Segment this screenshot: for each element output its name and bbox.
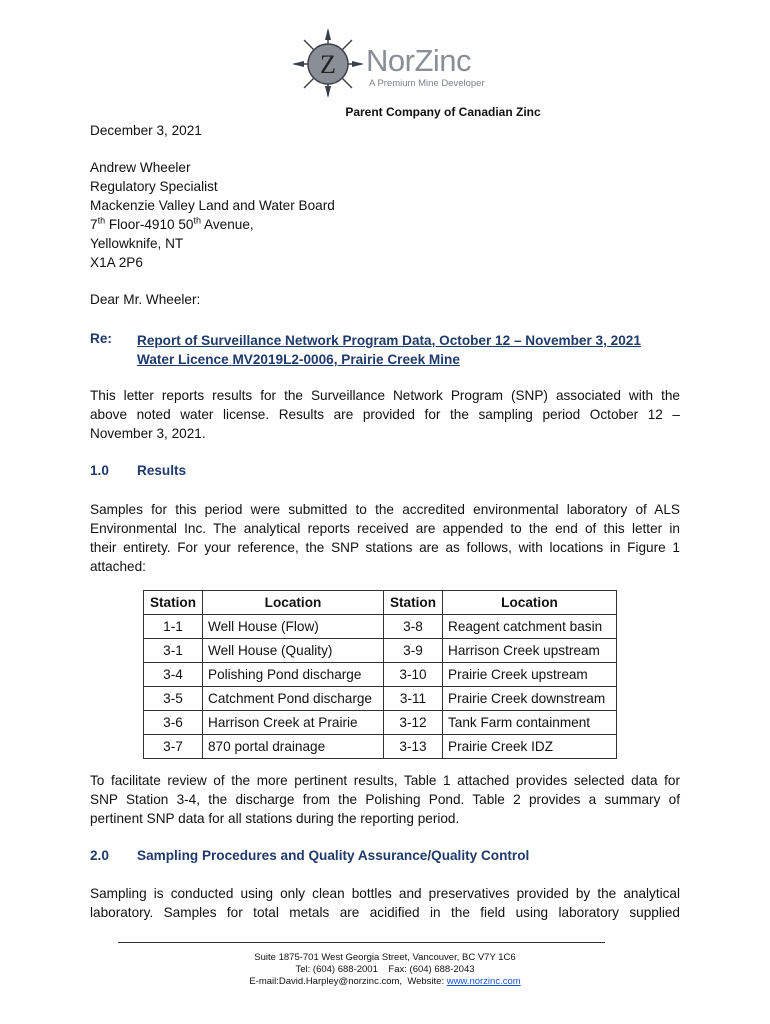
salutation: Dear Mr. Wheeler: [90, 292, 201, 307]
recipient-postal: X1A 2P6 [90, 255, 143, 270]
re-label: Re: [90, 331, 112, 346]
recipient-organization: Mackenzie Valley Land and Water Board [90, 198, 335, 213]
table-cell: Harrison Creek upstream [443, 639, 617, 663]
norzinc-logo [290, 28, 490, 98]
table-row [144, 711, 617, 735]
table-header: Location [203, 591, 384, 615]
table-header-row [144, 591, 617, 615]
table-cell: 870 portal drainage [203, 735, 384, 759]
footer-website-link[interactable]: www.norzinc.com [446, 976, 521, 987]
after-table-paragraph: To facilitate review of the more pertinent results, Table 1 attached provides selected data for SNP Station 3-4, the discharge from the Polishing Pond. Table 2 provides a summary of pertinent SNP data for all stations during the reporting period. [90, 773, 680, 826]
section-1-title: Results [137, 463, 187, 478]
footer-address: Suite 1875-701 West Georgia Street, Vancouver, BC V7Y 1C6 [254, 952, 516, 963]
table-header: Station [384, 591, 443, 615]
table-cell: Well House (Flow) [203, 615, 384, 639]
footer-email: E-mail:David.Harpley@norzinc.com, Website: [249, 976, 447, 987]
table-header: Location [443, 591, 617, 615]
table-cell: 3-4 [144, 663, 203, 687]
table-cell: Tank Farm containment [443, 711, 617, 735]
compass-logo-icon [290, 28, 370, 98]
footer-phone: Tel: (604) 688-2001 Fax: (604) 688-2043 [295, 964, 475, 975]
recipient-block [90, 158, 680, 272]
table-header: Station [144, 591, 203, 615]
section-2-paragraph: Sampling is conducted using only clean bottles and preservatives provided by the analytical laboratory. Samples for total metals are acidified in the field using laboratory supplied [90, 886, 680, 920]
recipient-city: Yellowknife, NT [90, 236, 184, 251]
table-cell: Prairie Creek downstream [443, 687, 617, 711]
table-cell: Harrison Creek at Prairie [203, 711, 384, 735]
logo-tagline: A Premium Mine Developer [369, 78, 485, 89]
intro-paragraph: This letter reports results for the Surveillance Network Program (SNP) associated with the above noted water license. Results are provided for the sampling period October 12 – November 3, 2021. [90, 388, 680, 441]
footer [0, 952, 770, 988]
section-1-paragraph: Samples for this period were submitted to the accredited environmental laboratory of ALS Environmental Inc. The analytical reports received are appended to the end of this letter in their entirety. For your reference, the SNP stations are as follows, with locations in Figure 1 attached: [90, 502, 680, 574]
re-line-2: Water Licence MV2019L2-0006, Prairie Creek Mine [137, 352, 460, 367]
date-text: December 3, 2021 [90, 123, 202, 138]
table-row [144, 687, 617, 711]
section-2-number: 2.0 [90, 848, 109, 863]
table-cell: Prairie Creek upstream [443, 663, 617, 687]
table-row [144, 663, 617, 687]
snp-stations-table [143, 590, 617, 759]
table-cell: 3-1 [144, 639, 203, 663]
table-row [144, 735, 617, 759]
table-cell: Prairie Creek IDZ [443, 735, 617, 759]
table-cell: 3-8 [384, 615, 443, 639]
footer-contact [0, 976, 770, 988]
re-line-1: Report of Surveillance Network Program Data, October 12 – November 3, 2021 [137, 333, 641, 348]
re-subject [137, 331, 641, 369]
table-cell: 3-11 [384, 687, 443, 711]
table-cell: 3-9 [384, 639, 443, 663]
table-cell: 3-7 [144, 735, 203, 759]
recipient-title: Regulatory Specialist [90, 179, 218, 194]
parent-company: Parent Company of Canadian Zinc [345, 105, 541, 119]
table-cell: 3-13 [384, 735, 443, 759]
logo-letter: Z [320, 50, 336, 79]
table-cell: 3-10 [384, 663, 443, 687]
table-row [144, 639, 617, 663]
letter-date [90, 121, 680, 140]
table-cell: 3-12 [384, 711, 443, 735]
table-cell: Polishing Pond discharge [203, 663, 384, 687]
section-1-number: 1.0 [90, 463, 109, 478]
logo-name: NorZinc [366, 43, 472, 78]
table-cell: Well House (Quality) [203, 639, 384, 663]
table-row [144, 615, 617, 639]
recipient-name: Andrew Wheeler [90, 160, 191, 175]
table-cell: Reagent catchment basin [443, 615, 617, 639]
table-cell: Catchment Pond discharge [203, 687, 384, 711]
table-cell: 1-1 [144, 615, 203, 639]
table-cell: 3-5 [144, 687, 203, 711]
recipient-address: 7th Floor-4910 50th Avenue, [90, 215, 254, 232]
table-cell: 3-6 [144, 711, 203, 735]
footer-divider [118, 942, 605, 943]
section-2-title: Sampling Procedures and Quality Assurance/Quality Control [137, 848, 530, 863]
